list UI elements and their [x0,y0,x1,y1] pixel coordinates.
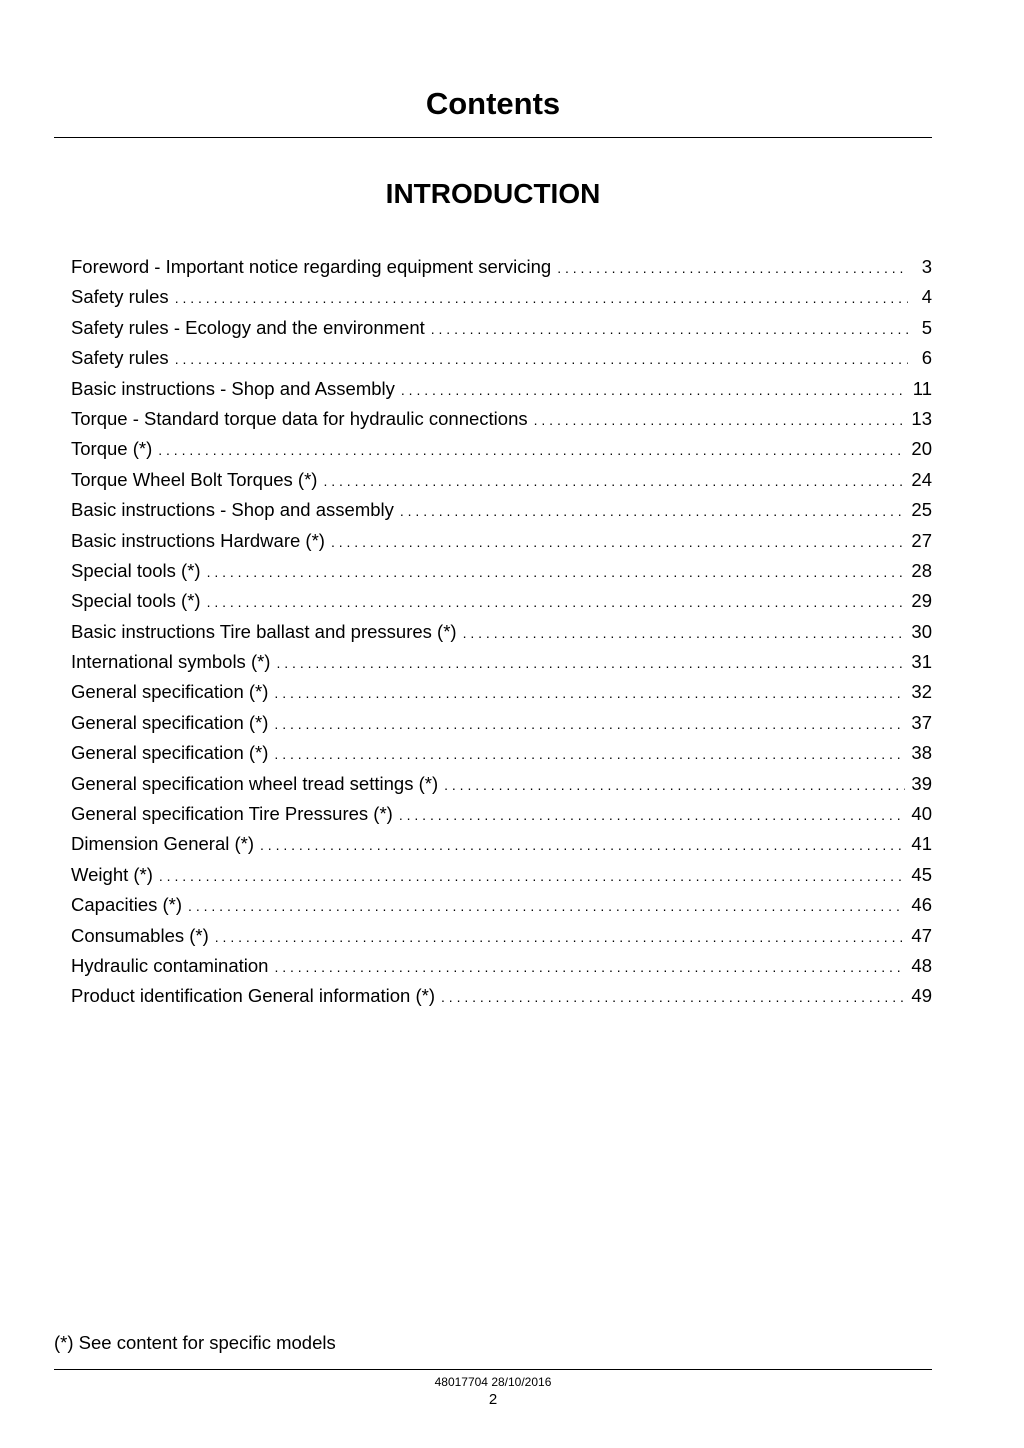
toc-entry[interactable] [71,890,932,920]
toc-entry-title: General specification (*) [71,681,269,703]
toc-entry[interactable] [71,617,932,647]
toc-dot-leader [175,344,908,374]
toc-entry-page: 25 [911,499,932,521]
toc-dot-leader [274,709,905,739]
toc-dot-leader [323,466,905,496]
toc-entry[interactable] [71,343,932,373]
toc-dot-leader [207,587,906,617]
page-number: 2 [488,1391,498,1408]
toc-dot-leader [331,527,905,557]
toc-entry[interactable] [71,951,932,981]
toc-entry[interactable] [71,282,932,312]
toc-entry-title: Safety rules [71,347,169,369]
toc-entry[interactable] [71,708,932,738]
toc-entry-title: Torque - Standard torque data for hydraulic connections [71,407,528,429]
toc-entry-page: 37 [911,711,932,733]
toc-entry[interactable] [71,252,932,282]
toc-entry-title: Foreword - Important notice regarding equipment servicing [71,256,552,277]
toc-dot-leader [274,952,905,982]
toc-entry-page: 39 [911,772,932,794]
toc-entry[interactable] [71,526,932,556]
toc-entry-page: 3 [921,256,932,277]
toc-entry[interactable] [71,404,932,434]
toc-dot-leader [274,678,905,708]
section-title: INTRODUCTION [385,178,601,209]
toc-entry-page: 29 [911,590,932,612]
toc-entry-title: Basic instructions Tire ballast and pressures (*) [71,620,457,642]
toc-entry-title: Safety rules [71,286,169,308]
header-divider [54,137,932,138]
toc-entry[interactable] [71,465,932,495]
toc-entry-page: 40 [911,803,932,825]
toc-entry[interactable] [71,981,932,1011]
toc-dot-leader [444,770,905,800]
toc-entry-title: Hydraulic contamination [71,954,269,976]
toc-entry-title: Torque Wheel Bolt Torques (*) [71,468,318,490]
toc-dot-leader [399,800,906,830]
toc-entry[interactable] [71,829,932,859]
toc-entry-page: 24 [911,468,932,490]
toc-dot-leader [188,891,905,921]
toc-entry-page: 38 [911,742,932,764]
page-title: Contents [425,86,561,121]
toc-entry[interactable] [71,647,932,677]
toc-entry-title: General specification wheel tread settings (*) [71,772,439,794]
toc-entry-title: Capacities (*) [71,894,183,916]
toc-entry[interactable] [71,495,932,525]
toc-entry-page: 47 [911,924,932,946]
toc-dot-leader [276,648,905,678]
toc-entry-title: Dimension General (*) [71,833,255,855]
toc-entry-page: 11 [912,377,932,399]
toc-entry-title: Basic instructions Hardware (*) [71,529,325,551]
toc-entry[interactable] [71,921,932,951]
toc-entry[interactable] [71,586,932,616]
toc-dot-leader [441,982,905,1012]
toc-dot-leader [534,405,906,435]
toc-dot-leader [431,314,908,344]
toc-dot-leader [274,739,905,769]
toc-entry[interactable] [71,860,932,890]
toc-dot-leader [260,830,905,860]
toc-entry-title: Torque (*) [71,438,153,460]
toc-entry-page: 49 [911,985,932,1007]
toc-entry-page: 5 [921,316,932,338]
toc-entry-page: 6 [921,347,932,369]
toc-dot-leader [159,861,906,891]
toc-entry[interactable] [71,769,932,799]
toc-dot-leader [158,435,905,465]
toc-entry-title: Weight (*) [71,863,153,885]
toc-entry[interactable] [71,738,932,768]
toc-entry-page: 27 [911,529,932,551]
toc-dot-leader [215,922,906,952]
toc-entry-title: General specification (*) [71,711,269,733]
toc-dot-leader [401,375,907,405]
toc-entry-page: 4 [921,286,932,308]
toc-entry[interactable] [71,799,932,829]
toc-dot-leader [207,557,906,587]
toc-entry-page: 28 [911,559,932,581]
footnote: (*) See content for specific models [54,1332,336,1353]
toc-entry-title: General specification Tire Pressures (*) [71,803,393,825]
toc-entry-page: 41 [911,833,932,855]
toc-entry[interactable] [71,374,932,404]
footer-divider [54,1369,932,1370]
toc-entry-title: Special tools (*) [71,590,201,612]
toc-entry-title: General specification (*) [71,742,269,764]
toc-entry-page: 45 [911,863,932,885]
toc-entry-page: 20 [911,438,932,460]
toc-entry-page: 31 [911,651,932,673]
toc-entry-page: 48 [911,954,932,976]
toc-entry[interactable] [71,677,932,707]
toc-entry-page: 13 [911,407,932,429]
toc-entry-title: Basic instructions - Shop and Assembly [71,377,395,399]
toc-entry[interactable] [71,556,932,586]
toc-entry[interactable] [71,313,932,343]
table-of-contents [71,252,932,1012]
toc-dot-leader [175,283,908,313]
toc-entry-title: Special tools (*) [71,559,201,581]
document-reference: 48017704 28/10/2016 [434,1375,552,1389]
toc-dot-leader [557,253,908,283]
toc-entry-page: 46 [911,894,932,916]
toc-entry-title: Product identification General information (*) [71,985,436,1007]
toc-dot-leader [400,496,906,526]
toc-entry[interactable] [71,434,932,464]
toc-entry-title: International symbols (*) [71,651,271,673]
toc-entry-page: 30 [911,620,932,642]
toc-entry-title: Consumables (*) [71,924,209,946]
toc-entry-page: 32 [911,681,932,703]
toc-dot-leader [463,618,906,648]
toc-entry-title: Basic instructions - Shop and assembly [71,499,394,521]
toc-entry-title: Safety rules - Ecology and the environment [71,316,425,338]
